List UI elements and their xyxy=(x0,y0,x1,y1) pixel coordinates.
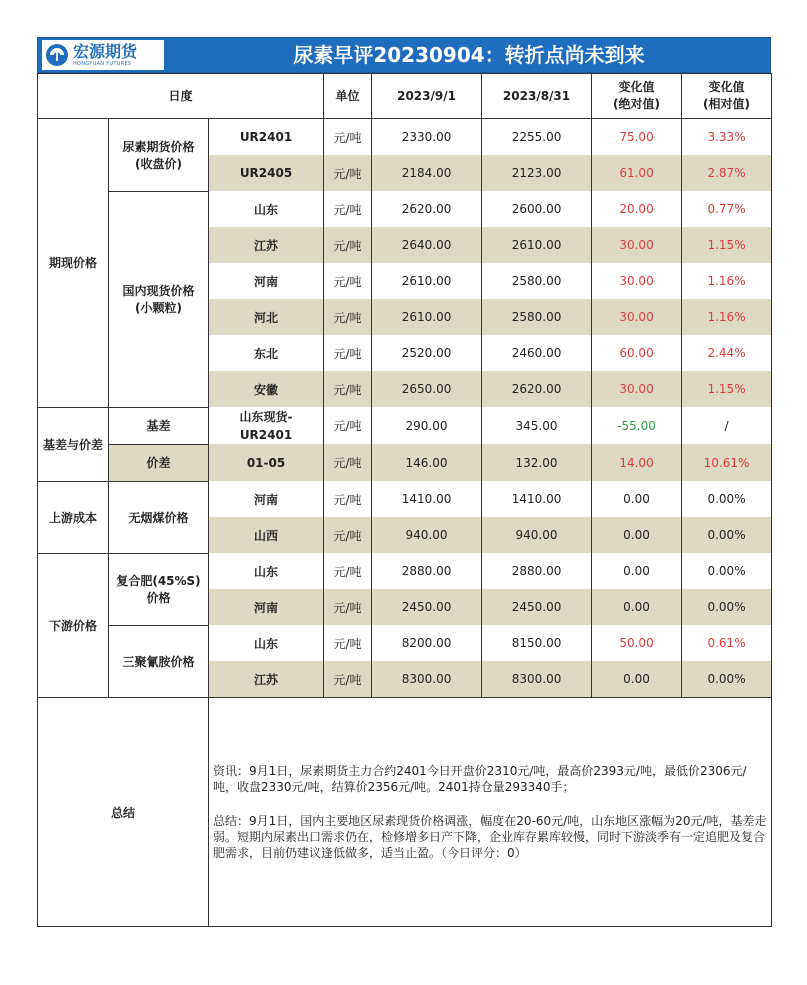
row-value-date2: 2580.00 xyxy=(482,263,592,299)
row-abs-change: 30.00 xyxy=(592,371,682,407)
header-rel-line1: 变化值 xyxy=(708,80,745,94)
table-row xyxy=(38,119,772,156)
row-abs-change: 0.00 xyxy=(592,553,682,589)
row-rel-change: 1.15% xyxy=(682,227,772,263)
row-value-date2: 2255.00 xyxy=(482,119,592,156)
row-item-l1: 山东现货- xyxy=(239,409,293,424)
header-date2: 2023/8/31 xyxy=(482,74,592,119)
table-row xyxy=(38,191,772,227)
header-date1: 2023/9/1 xyxy=(372,74,482,119)
table-row xyxy=(38,625,772,661)
row-unit: 元/吨 xyxy=(324,119,372,156)
row-item: 山东 xyxy=(209,553,324,589)
row-value-date1: 2640.00 xyxy=(372,227,482,263)
group-futures-price-l2: (收盘价) xyxy=(135,156,182,171)
section-summary: 总结 xyxy=(38,698,209,927)
header-abs-line1: 变化值 xyxy=(618,80,655,94)
row-value-date2: 2600.00 xyxy=(482,191,592,227)
report-title: 尿素早评20230904：转折点尚未到来 xyxy=(293,43,645,67)
row-item: 江苏 xyxy=(209,661,324,698)
row-abs-change: 30.00 xyxy=(592,227,682,263)
row-unit: 元/吨 xyxy=(324,263,372,299)
row-unit: 元/吨 xyxy=(324,335,372,371)
row-item: 河南 xyxy=(209,263,324,299)
section-basis-spread: 基差与价差 xyxy=(38,407,109,481)
row-unit: 元/吨 xyxy=(324,444,372,481)
group-compound-l1: 复合肥(45%S) xyxy=(116,574,201,588)
row-value-date2: 2610.00 xyxy=(482,227,592,263)
row-rel-change: 3.33% xyxy=(682,119,772,156)
row-unit: 元/吨 xyxy=(324,371,372,407)
row-value-date2: 2460.00 xyxy=(482,335,592,371)
row-rel-change: 0.00% xyxy=(682,517,772,553)
row-rel-change: / xyxy=(682,407,772,444)
section-downstream: 下游价格 xyxy=(38,553,109,698)
table-row xyxy=(38,553,772,589)
group-basis: 基差 xyxy=(109,407,209,444)
row-value-date1: 2610.00 xyxy=(372,299,482,335)
row-unit: 元/吨 xyxy=(324,481,372,517)
row-item: 山东 xyxy=(209,625,324,661)
row-rel-change: 2.44% xyxy=(682,335,772,371)
row-rel-change: 1.16% xyxy=(682,263,772,299)
row-item xyxy=(209,407,324,444)
group-spread: 价差 xyxy=(109,444,209,481)
row-value-date2: 8300.00 xyxy=(482,661,592,698)
summary-news: 资讯：9月1日，尿素期货主力合约2401今日开盘价2310元/吨，最高价2393元/吨，最低价2306元/吨，收盘2330元/吨，结算价2356元/吨。2401持仓量293340手； xyxy=(213,764,747,794)
row-value-date1: 2650.00 xyxy=(372,371,482,407)
row-unit: 元/吨 xyxy=(324,553,372,589)
row-rel-change: 0.00% xyxy=(682,553,772,589)
row-item: 江苏 xyxy=(209,227,324,263)
row-item: 山东 xyxy=(209,191,324,227)
row-abs-change: 20.00 xyxy=(592,191,682,227)
row-abs-change: 75.00 xyxy=(592,119,682,156)
row-value-date1: 1410.00 xyxy=(372,481,482,517)
row-unit: 元/吨 xyxy=(324,227,372,263)
summary-row xyxy=(38,698,772,927)
row-abs-change: 14.00 xyxy=(592,444,682,481)
row-value-date1: 2450.00 xyxy=(372,589,482,625)
logo-chinese-name: 宏源期货 xyxy=(73,41,138,61)
row-item: 河北 xyxy=(209,299,324,335)
row-abs-change: 0.00 xyxy=(592,589,682,625)
row-abs-change: 50.00 xyxy=(592,625,682,661)
row-value-date2: 345.00 xyxy=(482,407,592,444)
hongyuan-logo-icon xyxy=(45,43,69,67)
row-value-date1: 8200.00 xyxy=(372,625,482,661)
row-value-date1: 290.00 xyxy=(372,407,482,444)
group-spot-price-l1: 国内现货价格 xyxy=(122,284,195,298)
row-item: 东北 xyxy=(209,335,324,371)
row-item: 河南 xyxy=(209,589,324,625)
row-rel-change: 1.16% xyxy=(682,299,772,335)
section-upstream: 上游成本 xyxy=(38,481,109,553)
row-unit: 元/吨 xyxy=(324,407,372,444)
row-value-date1: 2330.00 xyxy=(372,119,482,156)
header-abs-change xyxy=(592,74,682,119)
row-item-l2: UR2401 xyxy=(239,427,293,442)
group-futures-price-l1: 尿素期货价格 xyxy=(122,139,195,154)
row-item: UR2401 xyxy=(209,119,324,156)
row-value-date2: 2620.00 xyxy=(482,371,592,407)
summary-text xyxy=(209,698,772,927)
header-rel-change xyxy=(682,74,772,119)
group-compound-l2: 价格 xyxy=(146,591,171,605)
group-futures-price xyxy=(109,119,209,192)
summary-conclusion: 总结：9月1日，国内主要地区尿素现货价格调涨，幅度在20-60元/吨，山东地区涨幅为20元/吨，基差走弱。短期内尿素出口需求仍在，检修增多日产下降，企业库存累库较慢，同时下游淡季有一定追肥及复合肥需求，目前仍建议逢低做多，适当止盈。（今日评分：0） xyxy=(213,814,767,860)
row-rel-change: 1.15% xyxy=(682,371,772,407)
row-value-date2: 2880.00 xyxy=(482,553,592,589)
row-rel-change: 10.61% xyxy=(682,444,772,481)
row-item: 01-05 xyxy=(209,444,324,481)
row-abs-change: 30.00 xyxy=(592,263,682,299)
row-item: UR2405 xyxy=(209,155,324,191)
header-abs-line2: (绝对值) xyxy=(613,97,661,111)
group-spot-price xyxy=(109,191,209,407)
section-futures-spot: 期现价格 xyxy=(38,119,109,408)
table-row xyxy=(38,407,772,444)
row-value-date2: 2123.00 xyxy=(482,155,592,191)
header-unit: 单位 xyxy=(324,74,372,119)
row-rel-change: 0.00% xyxy=(682,589,772,625)
row-rel-change: 0.00% xyxy=(682,661,772,698)
row-abs-change: 30.00 xyxy=(592,299,682,335)
row-value-date1: 2620.00 xyxy=(372,191,482,227)
row-abs-change: -55.00 xyxy=(592,407,682,444)
row-item: 安徽 xyxy=(209,371,324,407)
table-row xyxy=(38,444,772,481)
data-table xyxy=(37,73,772,927)
row-item: 河南 xyxy=(209,481,324,517)
table-row xyxy=(38,481,772,517)
row-value-date1: 2520.00 xyxy=(372,335,482,371)
row-value-date2: 2450.00 xyxy=(482,589,592,625)
row-value-date1: 940.00 xyxy=(372,517,482,553)
row-value-date1: 146.00 xyxy=(372,444,482,481)
row-value-date1: 2184.00 xyxy=(372,155,482,191)
row-abs-change: 0.00 xyxy=(592,481,682,517)
row-item: 山西 xyxy=(209,517,324,553)
row-unit: 元/吨 xyxy=(324,625,372,661)
row-value-date2: 940.00 xyxy=(482,517,592,553)
row-value-date1: 8300.00 xyxy=(372,661,482,698)
group-compound-fertilizer xyxy=(109,553,209,625)
row-abs-change: 0.00 xyxy=(592,517,682,553)
logo-english-name: HONGYUAN FUTURES xyxy=(73,60,132,67)
header-row xyxy=(38,74,772,119)
group-coal: 无烟煤价格 xyxy=(109,481,209,553)
company-logo xyxy=(42,40,164,70)
row-rel-change: 0.77% xyxy=(682,191,772,227)
header-category: 日度 xyxy=(38,74,324,119)
row-value-date2: 1410.00 xyxy=(482,481,592,517)
row-unit: 元/吨 xyxy=(324,589,372,625)
row-unit: 元/吨 xyxy=(324,517,372,553)
row-rel-change: 2.87% xyxy=(682,155,772,191)
row-value-date1: 2880.00 xyxy=(372,553,482,589)
title-bar xyxy=(37,37,771,73)
row-value-date2: 8150.00 xyxy=(482,625,592,661)
row-unit: 元/吨 xyxy=(324,191,372,227)
row-value-date2: 132.00 xyxy=(482,444,592,481)
header-rel-line2: (相对值) xyxy=(703,97,751,111)
row-abs-change: 0.00 xyxy=(592,661,682,698)
row-unit: 元/吨 xyxy=(324,661,372,698)
group-spot-price-l2: (小颗粒) xyxy=(135,301,182,315)
row-unit: 元/吨 xyxy=(324,155,372,191)
row-abs-change: 60.00 xyxy=(592,335,682,371)
row-unit: 元/吨 xyxy=(324,299,372,335)
row-value-date2: 2580.00 xyxy=(482,299,592,335)
row-rel-change: 0.00% xyxy=(682,481,772,517)
row-value-date1: 2610.00 xyxy=(372,263,482,299)
row-abs-change: 61.00 xyxy=(592,155,682,191)
row-rel-change: 0.61% xyxy=(682,625,772,661)
group-melamine: 三聚氰胺价格 xyxy=(109,625,209,698)
